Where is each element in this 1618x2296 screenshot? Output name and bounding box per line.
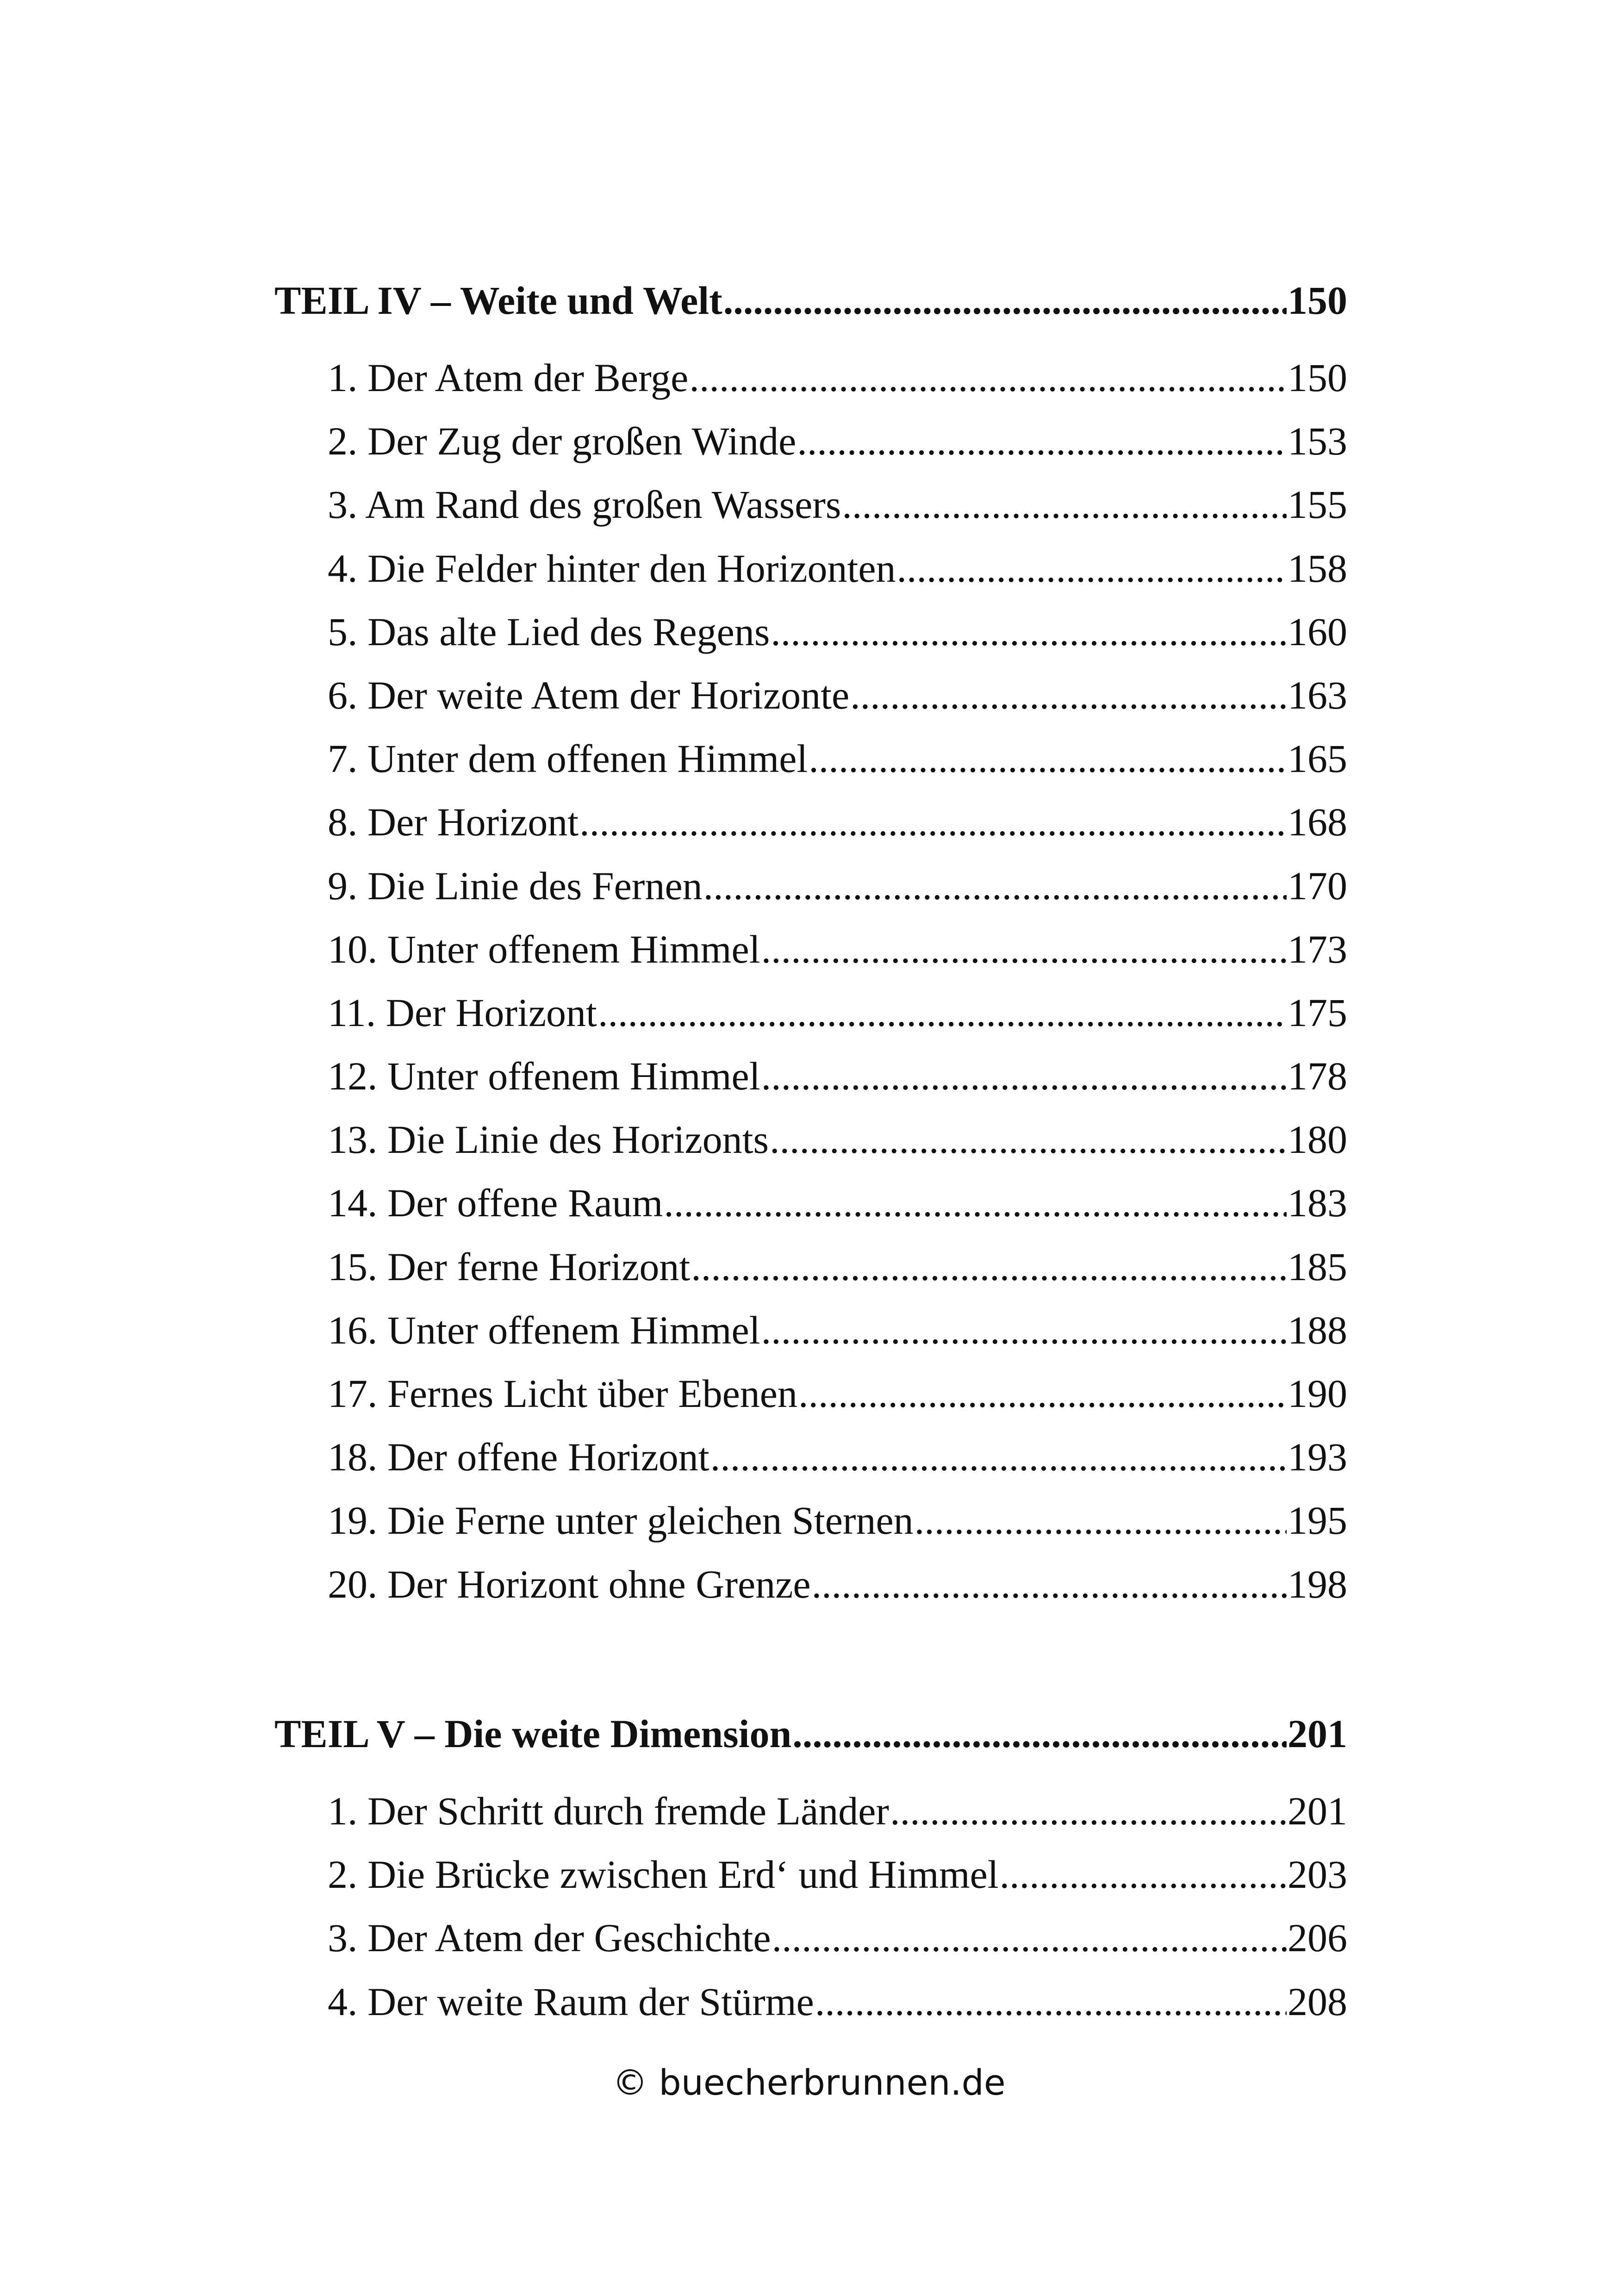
toc-entry-page: 203 <box>1288 1852 1347 1897</box>
toc-entry <box>328 981 1347 1045</box>
part-heading <box>274 1708 1347 1759</box>
toc-entry <box>328 1235 1347 1299</box>
toc-entry <box>328 727 1347 790</box>
toc-part-v <box>274 1708 1347 2034</box>
toc-entry-page: 173 <box>1288 927 1347 971</box>
toc-entry-title: 13. Die Linie des Horizonts <box>328 1117 769 1162</box>
toc-entry <box>328 854 1347 918</box>
toc-entry <box>328 600 1347 664</box>
toc-entry-title: 3. Am Rand des großen Wassers <box>328 482 841 527</box>
toc-entry-page: 208 <box>1288 1979 1347 2024</box>
toc-entry-page: 188 <box>1288 1307 1347 1352</box>
dot-leader <box>761 1299 1287 1362</box>
dot-leader <box>710 1425 1287 1489</box>
toc-entry <box>328 1970 1347 2034</box>
toc-entry-title: 14. Der offene Raum <box>328 1181 663 1226</box>
dot-leader <box>691 1235 1287 1299</box>
part-heading-title: TEIL V – Die weite Dimension <box>274 1711 792 1756</box>
toc-entry-title: 19. Die Ferne unter gleichen Sternen <box>328 1498 914 1543</box>
toc-entry-title: 6. Der weite Atem der Horizonte <box>328 672 850 717</box>
toc-entry-title: 9. Die Linie des Fernen <box>328 863 703 908</box>
dot-leader <box>664 1171 1287 1235</box>
dot-leader <box>703 854 1287 918</box>
dot-leader <box>770 1108 1287 1171</box>
dot-leader <box>772 1906 1287 1970</box>
dot-leader <box>723 275 1287 326</box>
toc-entry <box>328 918 1347 981</box>
toc-entry-title: 1. Der Atem der Berge <box>328 355 689 400</box>
part-heading <box>274 275 1347 326</box>
copyright-footer: © buecherbrunnen.de <box>612 2062 1006 2103</box>
dot-leader <box>897 537 1287 600</box>
toc-entry-page: 153 <box>1288 419 1347 464</box>
toc-entry <box>328 473 1347 536</box>
toc-entry-title: 18. Der offene Horizont <box>328 1435 709 1480</box>
toc-entry <box>328 1108 1347 1171</box>
toc-entry <box>328 1171 1347 1235</box>
toc-entry-page: 155 <box>1288 482 1347 527</box>
dot-leader <box>1000 1843 1287 1906</box>
toc-entry <box>328 1906 1347 1970</box>
toc-entry-page: 206 <box>1288 1916 1347 1960</box>
toc-entry <box>328 410 1347 473</box>
dot-leader <box>842 473 1287 536</box>
toc-entry-title: 16. Unter offenem Himmel <box>328 1307 760 1352</box>
toc-entry-page: 195 <box>1288 1498 1347 1543</box>
part-heading-page: 201 <box>1288 1711 1347 1756</box>
toc-entry <box>328 1299 1347 1362</box>
dot-leader <box>579 790 1287 854</box>
toc-entry-page: 198 <box>1288 1562 1347 1606</box>
toc-entry-page: 168 <box>1288 800 1347 845</box>
toc-entry-page: 201 <box>1288 1789 1347 1833</box>
toc-entry-title: 5. Das alte Lied des Regens <box>328 609 770 654</box>
toc-entry <box>328 537 1347 600</box>
dot-leader <box>689 346 1287 410</box>
toc-entry-title: 20. Der Horizont ohne Grenze <box>328 1562 811 1606</box>
toc-entry <box>328 1489 1347 1552</box>
toc-entry-page: 180 <box>1288 1117 1347 1162</box>
dot-leader <box>890 1780 1287 1843</box>
toc-entry-page: 158 <box>1288 546 1347 591</box>
toc-entry-list <box>274 346 1347 1616</box>
toc-entry <box>328 1843 1347 1906</box>
dot-leader <box>809 727 1287 790</box>
toc-entry-title: 11. Der Horizont <box>328 990 597 1035</box>
dot-leader <box>761 918 1287 981</box>
dot-leader <box>915 1489 1287 1552</box>
toc-entry-title: 1. Der Schritt durch fremde Länder <box>328 1789 890 1833</box>
dot-leader <box>850 664 1287 727</box>
toc-entry-title: 12. Unter offenem Himmel <box>328 1054 760 1099</box>
toc-entry <box>328 1362 1347 1425</box>
toc-entry <box>328 664 1347 727</box>
toc-entry-page: 178 <box>1288 1054 1347 1099</box>
toc-entry-page: 190 <box>1288 1371 1347 1416</box>
toc-part-iv <box>274 275 1347 1616</box>
toc-entry-title: 4. Die Felder hinter den Horizonten <box>328 546 896 591</box>
dot-leader <box>812 1553 1287 1616</box>
toc-entry-page: 193 <box>1288 1435 1347 1480</box>
toc-entry-list <box>274 1780 1347 2034</box>
toc-entry-page: 150 <box>1288 355 1347 400</box>
dot-leader <box>761 1045 1287 1108</box>
toc-entry-title: 8. Der Horizont <box>328 800 579 845</box>
toc-entry-page: 160 <box>1288 609 1347 654</box>
toc-entry-title: 2. Die Brücke zwischen Erd‘ und Himmel <box>328 1852 999 1897</box>
toc-entry-page: 183 <box>1288 1181 1347 1226</box>
dot-leader <box>797 410 1287 473</box>
part-heading-title: TEIL IV – Weite und Welt <box>274 278 722 323</box>
dot-leader <box>771 600 1287 664</box>
toc-entry-page: 163 <box>1288 672 1347 717</box>
toc-entry-title: 10. Unter offenem Himmel <box>328 927 760 971</box>
toc-entry <box>328 1780 1347 1843</box>
toc-entry-page: 165 <box>1288 736 1347 781</box>
dot-leader <box>598 981 1287 1045</box>
toc-entry <box>328 790 1347 854</box>
toc-entry-title: 17. Fernes Licht über Ebenen <box>328 1371 797 1416</box>
dot-leader <box>815 1970 1287 2034</box>
toc-entry <box>328 1425 1347 1489</box>
dot-leader <box>792 1708 1287 1759</box>
toc-entry-title: 3. Der Atem der Geschichte <box>328 1916 771 1960</box>
toc-entry-page: 175 <box>1288 990 1347 1035</box>
toc-entry-title: 4. Der weite Raum der Stürme <box>328 1979 814 2024</box>
toc-entry <box>328 1045 1347 1108</box>
toc-entry-page: 170 <box>1288 863 1347 908</box>
toc-entry-title: 15. Der ferne Horizont <box>328 1244 691 1289</box>
toc-entry <box>328 1553 1347 1616</box>
part-heading-page: 150 <box>1288 278 1347 323</box>
toc-entry-title: 2. Der Zug der großen Winde <box>328 419 797 464</box>
toc-entry-title: 7. Unter dem offenen Himmel <box>328 736 808 781</box>
toc-entry <box>328 346 1347 410</box>
toc-entry-page: 185 <box>1288 1244 1347 1289</box>
dot-leader <box>798 1362 1287 1425</box>
